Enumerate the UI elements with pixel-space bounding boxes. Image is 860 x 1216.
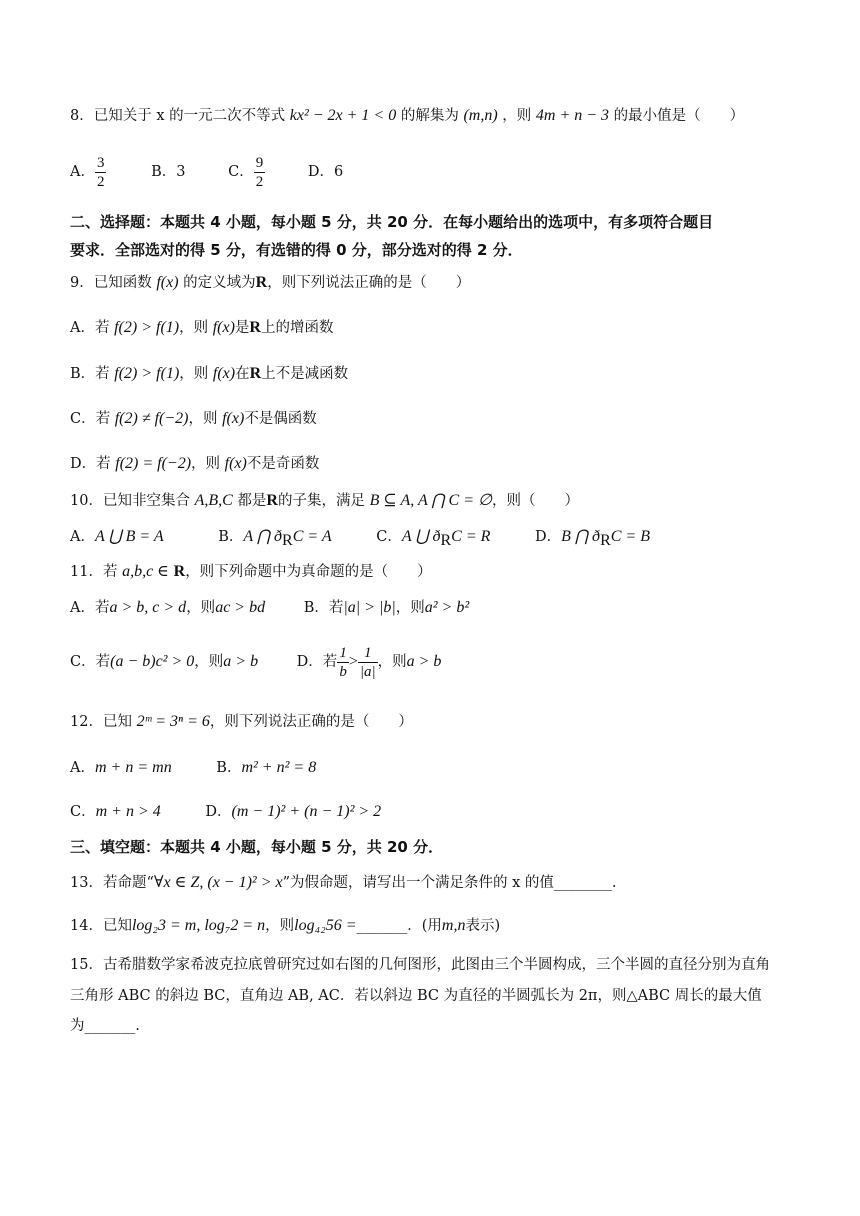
option-math: f(2) > f(1) bbox=[114, 319, 180, 336]
option-math: f(2) = f(−2) bbox=[115, 455, 192, 472]
q11-text: 11．若 bbox=[70, 564, 118, 580]
option-text: C．若 bbox=[70, 411, 111, 427]
q8-interval: (m,n) bbox=[463, 107, 498, 124]
option-label: C． bbox=[376, 529, 402, 545]
q10-sets: A,B,C bbox=[194, 492, 233, 509]
option-math: C = B bbox=[610, 528, 650, 545]
option-math: C = R bbox=[451, 528, 491, 545]
q13-text: ”为假命题，请写出一个满足条件的 x 的值________. bbox=[282, 875, 617, 891]
q9-text: 的定义域为 bbox=[183, 275, 256, 291]
q14-math: m,n bbox=[441, 917, 466, 934]
q12-text: 12．已知 bbox=[70, 714, 132, 730]
option-label: A． bbox=[70, 760, 95, 776]
q11-option-d bbox=[297, 642, 442, 682]
option-label: B． bbox=[216, 760, 242, 776]
option-math: A ⋃ B = A bbox=[94, 528, 164, 545]
q14-text: 14．已知 bbox=[70, 918, 132, 934]
q8-options bbox=[70, 152, 343, 192]
numerator: 1 bbox=[358, 644, 378, 663]
option-math: (m − 1)² + (n − 1)² > 2 bbox=[231, 803, 382, 820]
option-text: D．若 bbox=[70, 456, 111, 472]
option-math: ac > bd bbox=[215, 599, 266, 616]
complement-subscript: R bbox=[600, 531, 611, 549]
option-label: D． bbox=[205, 804, 232, 820]
option-text: ，则 bbox=[179, 366, 209, 382]
option-math: a > b bbox=[223, 653, 259, 670]
q12-option-c bbox=[70, 802, 161, 822]
q15-line2: 三角形 ABC 的斜边 BC，直角边 AB, AC．若以斜边 BC 为直径的半圆弧长为 2π，则△ABC 周长的最大值 bbox=[70, 988, 762, 1004]
q14-math: log₂3 = m, log₇2 = n bbox=[131, 917, 266, 934]
q14-text: ，则 bbox=[265, 918, 295, 934]
denominator: 2 bbox=[255, 173, 264, 190]
option-text: ，则 bbox=[194, 654, 224, 670]
greater-sign: > bbox=[348, 653, 358, 670]
option-text: 在 bbox=[235, 366, 250, 382]
option-label: A． bbox=[70, 529, 95, 545]
q15-line3: 为_______. bbox=[70, 1018, 140, 1034]
option-math: f(x) bbox=[212, 365, 236, 382]
q14 bbox=[70, 916, 500, 936]
q11-option-b bbox=[304, 598, 469, 618]
option-math: f(x) bbox=[222, 410, 245, 427]
q8-option-c bbox=[228, 152, 265, 192]
q9-option-b bbox=[70, 364, 348, 384]
q10-option-c bbox=[376, 527, 490, 551]
option-label: A． bbox=[70, 164, 95, 180]
q13-math: ∀x ∈ Z, (x − 1)² > x bbox=[153, 874, 283, 891]
option-math: f(2) > f(1) bbox=[114, 365, 180, 382]
q11-stem bbox=[70, 562, 432, 582]
q10-option-b bbox=[218, 527, 331, 551]
option-text: 上不是减函数 bbox=[261, 366, 349, 382]
numerator: 9 bbox=[255, 154, 264, 171]
q13 bbox=[70, 873, 617, 893]
denominator: |a| bbox=[359, 663, 376, 680]
q8-text: 的最小值是（ ） bbox=[613, 108, 745, 124]
option-text: 不是偶函数 bbox=[244, 411, 317, 427]
option-math: a² > b² bbox=[424, 599, 470, 616]
q8-expression: 4m + n − 3 bbox=[535, 107, 610, 124]
q12-text: ，则下列说法正确的是（ ） bbox=[209, 714, 413, 730]
numerator: 1 bbox=[339, 644, 347, 661]
q9-option-a bbox=[70, 318, 333, 338]
q8-option-a bbox=[70, 152, 106, 192]
q12-options-row2 bbox=[70, 802, 381, 822]
section-2-heading-line2: 要求．全部选对的得 5 分，有选错的得 0 分，部分选对的得 2 分． bbox=[70, 241, 523, 259]
q12-condition: 2ᵐ = 3ⁿ = 6 bbox=[136, 713, 210, 730]
real-set: R bbox=[249, 319, 261, 336]
q10-stem bbox=[70, 491, 579, 511]
option-text: 是 bbox=[234, 320, 250, 336]
option-text: C．若 bbox=[70, 654, 111, 670]
option-math: B ⋂ ð bbox=[561, 528, 601, 545]
q11-options-row2 bbox=[70, 642, 441, 682]
q14-math: log₄₂56 = bbox=[294, 917, 357, 934]
real-set: R bbox=[249, 365, 262, 382]
q9-text: ，则下列说法正确的是（ ） bbox=[267, 275, 471, 291]
q8-option-d: D．6 bbox=[307, 164, 344, 180]
option-math: |a| > |b| bbox=[343, 599, 396, 616]
fraction bbox=[254, 154, 266, 191]
q12-option-b bbox=[216, 758, 316, 778]
q12-stem bbox=[70, 712, 413, 732]
option-math: m + n > 4 bbox=[95, 803, 161, 820]
complement-subscript: R bbox=[440, 531, 452, 549]
section-2-heading-line1: 二、选择题：本题共 4 小题，每小题 5 分，共 20 分．在每小题给出的选项中，有多项符合题目 bbox=[70, 213, 714, 231]
option-text: ，则 bbox=[191, 456, 221, 472]
q8-text: 8．已知关于 x 的一元二次不等式 bbox=[70, 108, 286, 124]
real-set: R bbox=[255, 274, 268, 291]
q10-text: 10．已知非空集合 bbox=[70, 493, 190, 509]
option-text: ，则 bbox=[395, 600, 425, 616]
option-text: ，则 bbox=[188, 411, 218, 427]
option-text: ，则 bbox=[377, 654, 407, 670]
option-text: ，则 bbox=[179, 320, 209, 336]
q11-options-row1 bbox=[70, 598, 469, 618]
q10-text: 的子集，满足 bbox=[277, 493, 365, 509]
q11-vars: a,b,c ∈ bbox=[122, 563, 170, 580]
q12-option-d bbox=[205, 802, 381, 822]
option-text: 上的增函数 bbox=[260, 320, 334, 336]
q14-text: 表示) bbox=[465, 918, 501, 934]
q8-stem bbox=[70, 106, 744, 126]
q11-text: ，则下列命题中为真命题的是（ ） bbox=[185, 564, 432, 580]
fraction bbox=[95, 154, 107, 191]
fraction bbox=[337, 644, 349, 681]
denominator: b bbox=[339, 663, 347, 680]
real-set: R bbox=[173, 563, 186, 580]
complement-subscript: R bbox=[282, 531, 293, 549]
q8-text: ，则 bbox=[502, 108, 532, 124]
option-math: C = A bbox=[292, 528, 332, 545]
option-text: ，则 bbox=[186, 600, 216, 616]
option-text: A．若 bbox=[70, 320, 110, 336]
q15-line1: 15．古希腊数学家希波克拉底曾研究过如右图的几何图形，此图由三个半圆构成，三个半圆的直径分别为直角 bbox=[70, 957, 770, 973]
option-label: C． bbox=[228, 164, 254, 180]
option-text: B．若 bbox=[70, 366, 110, 382]
q11-option-a bbox=[70, 598, 265, 618]
q9-text: 9．已知函数 bbox=[70, 275, 152, 291]
q8-text: 的解集为 bbox=[400, 108, 459, 124]
option-math: m + n = mn bbox=[94, 759, 172, 776]
fraction bbox=[358, 644, 378, 681]
q9-option-d bbox=[70, 454, 319, 474]
q10-option-a bbox=[70, 527, 164, 547]
option-math: A ⋂ ð bbox=[243, 528, 283, 545]
denominator: 2 bbox=[96, 173, 105, 190]
option-math: f(x) bbox=[212, 319, 235, 336]
option-label: C． bbox=[70, 804, 96, 820]
real-set: R bbox=[266, 492, 278, 509]
q10-text: ，则（ ） bbox=[491, 493, 579, 509]
option-text: A．若 bbox=[70, 600, 110, 616]
option-text: D．若 bbox=[296, 654, 338, 670]
option-math: A ⋃ ð bbox=[401, 528, 441, 545]
option-label: D． bbox=[535, 529, 562, 545]
q11-option-c bbox=[70, 642, 258, 682]
q14-text: _______．(用 bbox=[356, 918, 442, 934]
option-math: a > b, c > d bbox=[109, 599, 187, 616]
option-math: a > b bbox=[406, 653, 442, 670]
q12-options-row1 bbox=[70, 758, 316, 778]
q10-condition: B ⊆ A, A ⋂ C = ∅ bbox=[369, 492, 492, 509]
q10-text: 都是 bbox=[237, 493, 267, 509]
q8-option-b: B．3 bbox=[151, 164, 186, 180]
option-text: 不是奇函数 bbox=[246, 456, 320, 472]
q9-option-c bbox=[70, 409, 317, 429]
option-text: B．若 bbox=[303, 600, 344, 616]
q10-option-d bbox=[535, 527, 650, 551]
option-math: (a − b)c² > 0 bbox=[110, 653, 195, 670]
option-math: f(x) bbox=[224, 455, 247, 472]
q8-inequality: kx² − 2x + 1 < 0 bbox=[289, 107, 397, 124]
q10-options bbox=[70, 527, 650, 551]
numerator: 3 bbox=[96, 154, 105, 171]
q9-function: f(x) bbox=[156, 274, 179, 291]
q9-stem bbox=[70, 273, 470, 293]
option-label: B． bbox=[218, 529, 244, 545]
section-3-heading: 三、填空题：本题共 4 小题，每小题 5 分，共 20 分． bbox=[70, 838, 444, 856]
option-math: m² + n² = 8 bbox=[241, 759, 317, 776]
q12-option-a bbox=[70, 758, 172, 778]
q13-text: 13．若命题“ bbox=[70, 875, 154, 891]
option-math: f(2) ≠ f(−2) bbox=[114, 410, 189, 427]
